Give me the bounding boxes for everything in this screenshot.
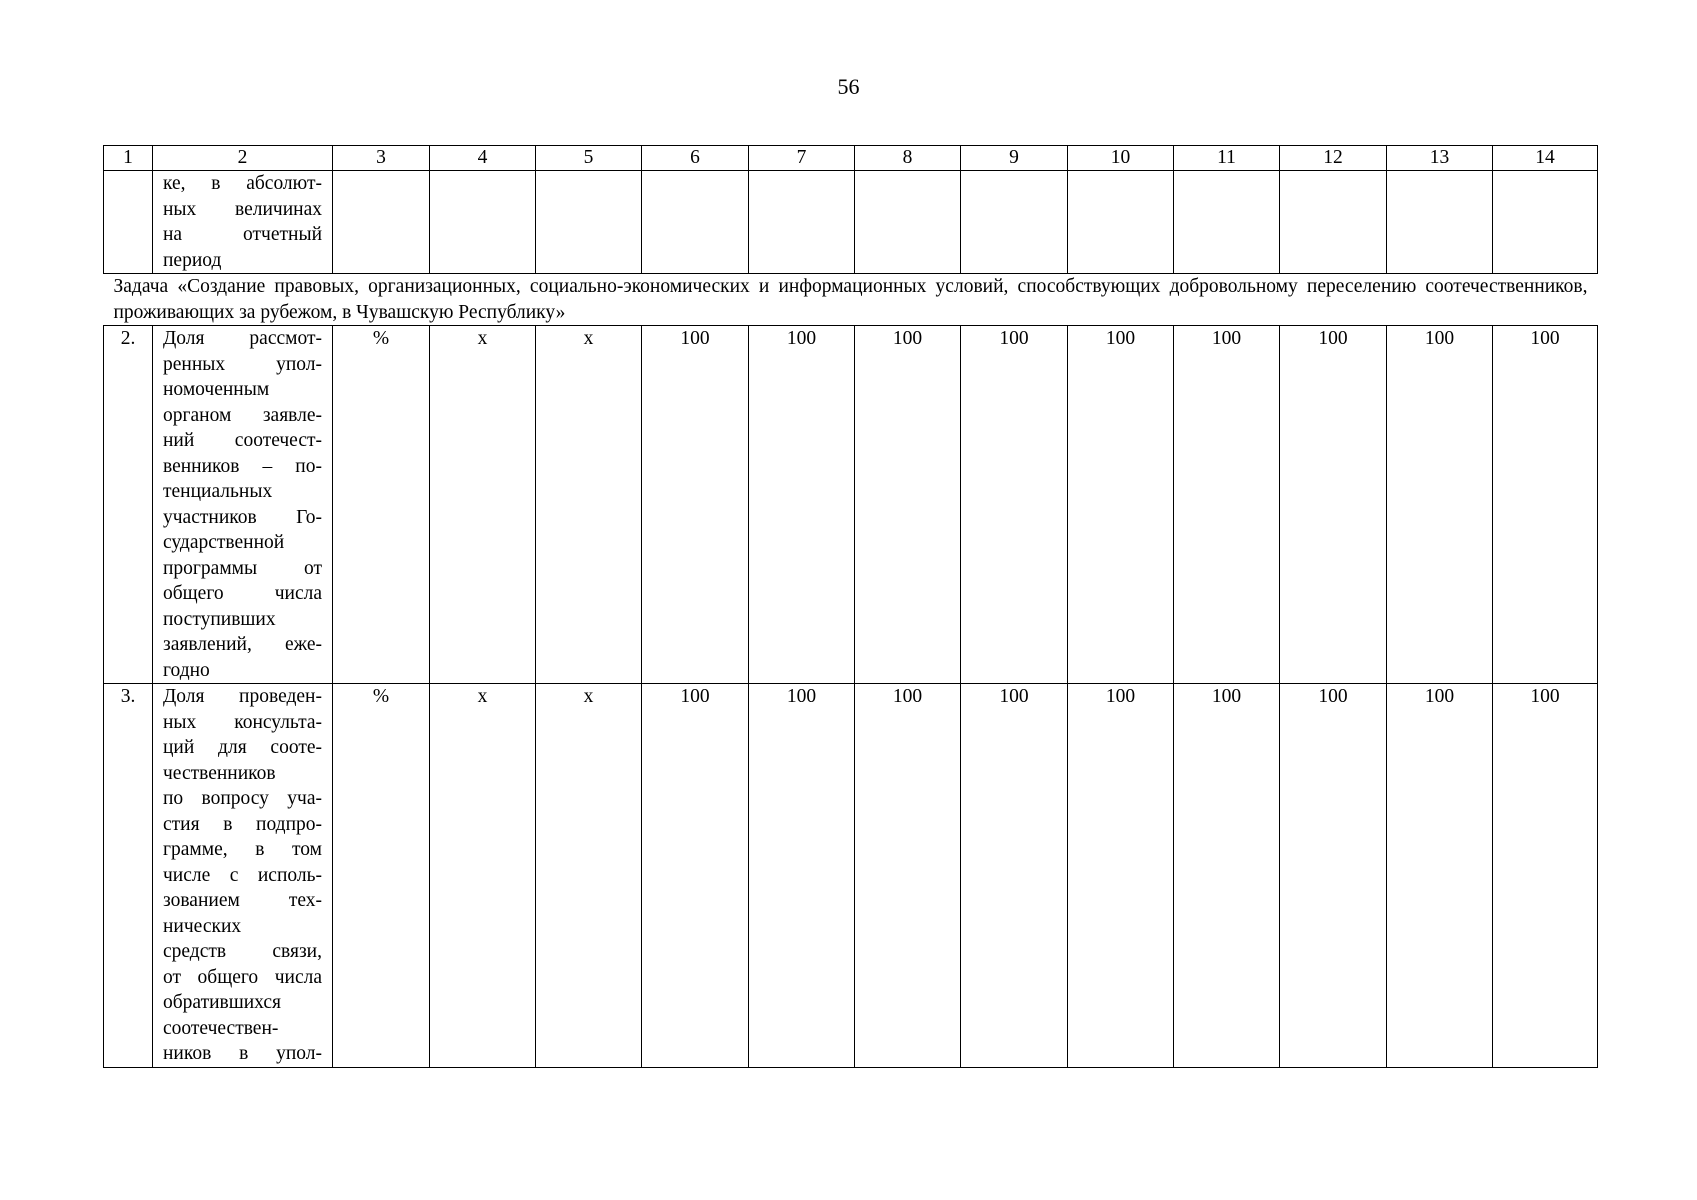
indicator-name-line: годно <box>163 659 210 681</box>
task-heading: Задача «Создание правовых, организационных, социально-экономических и информационных условий, способствующих добровольному переселению соотечественников, проживающих за рубежом, в Чувашскую Республику» <box>104 274 1598 326</box>
indicator-name-line: органом заявле- <box>163 404 322 426</box>
table-row <box>104 326 1598 684</box>
value-cell: 100 <box>1280 684 1387 1068</box>
value-cell: 100 <box>1174 684 1280 1068</box>
column-number: 1 <box>104 146 153 171</box>
indicator-name-line: ных величинах <box>163 198 322 220</box>
value-cell: x <box>536 326 642 684</box>
column-number: 14 <box>1493 146 1598 171</box>
indicator-name-cell <box>153 171 333 274</box>
table-row <box>104 684 1598 1068</box>
indicator-name-line: ренных упол- <box>163 353 322 375</box>
indicator-name-line: зованием тех- <box>163 890 322 911</box>
indicator-name-line: программы от <box>163 557 322 579</box>
continuation-row <box>104 171 1598 274</box>
column-number: 11 <box>1174 146 1280 171</box>
indicator-name-line: нических <box>163 915 242 937</box>
indicator-name-line: Доля рассмот- <box>163 328 322 349</box>
empty-cell <box>1174 171 1280 274</box>
empty-cell <box>961 171 1068 274</box>
indicator-name-line: номоченным <box>163 379 270 400</box>
empty-cell <box>333 171 430 274</box>
column-number-row <box>104 146 1598 171</box>
value-cell: 100 <box>1387 326 1493 684</box>
value-cell: 100 <box>961 684 1068 1068</box>
indicator-name-line: ний соотечест- <box>163 430 322 451</box>
indicator-name-line: по вопросу уча- <box>163 788 322 809</box>
task-row <box>104 274 1598 326</box>
unit-cell: % <box>333 684 430 1068</box>
value-cell: 100 <box>855 326 961 684</box>
value-cell: 100 <box>961 326 1068 684</box>
value-cell: x <box>536 684 642 1068</box>
column-number: 7 <box>749 146 855 171</box>
column-number: 13 <box>1387 146 1493 171</box>
empty-cell <box>1280 171 1387 274</box>
row-number-cell <box>104 171 153 274</box>
indicator-name-line: числе с исполь- <box>163 864 322 886</box>
column-number: 4 <box>430 146 536 171</box>
row-number: 2. <box>104 326 153 684</box>
column-number: 12 <box>1280 146 1387 171</box>
indicator-name-line: ке, в абсолют- <box>163 173 322 194</box>
empty-cell <box>1387 171 1493 274</box>
indicator-name-line: поступивших <box>163 608 276 630</box>
value-cell: 100 <box>1174 326 1280 684</box>
indicator-name-line: стия в подпро- <box>163 813 322 835</box>
page-number: 56 <box>837 74 860 99</box>
value-cell: 100 <box>1280 326 1387 684</box>
indicator-name-line: чественников <box>163 762 276 784</box>
indicator-name-line: период <box>163 249 222 271</box>
value-cell: 100 <box>1493 326 1598 684</box>
value-cell: x <box>430 684 536 1068</box>
indicator-name-line: общего числа <box>163 583 322 604</box>
indicator-name-line: на отчетный <box>163 224 322 245</box>
column-number: 10 <box>1068 146 1174 171</box>
indicator-name-line: венников – по- <box>163 455 322 477</box>
indicator-name-line: обратившихся <box>163 992 281 1013</box>
column-number: 6 <box>642 146 749 171</box>
indicator-name-line: тенциальных <box>163 481 273 502</box>
column-number: 3 <box>333 146 430 171</box>
indicator-name-line: средств связи, <box>163 941 322 962</box>
value-cell: 100 <box>1387 684 1493 1068</box>
indicator-name-line: от общего числа <box>163 966 322 988</box>
column-number: 5 <box>536 146 642 171</box>
indicator-name-cell <box>153 684 333 1068</box>
indicator-name-line: ников в упол- <box>163 1043 322 1064</box>
indicators-table <box>103 145 1598 1068</box>
indicator-name-line: участников Го- <box>163 506 322 528</box>
column-number: 9 <box>961 146 1068 171</box>
empty-cell <box>1068 171 1174 274</box>
row-number: 3. <box>104 684 153 1068</box>
indicator-name-line: Доля проведен- <box>163 686 322 707</box>
empty-cell <box>749 171 855 274</box>
value-cell: 100 <box>749 684 855 1068</box>
indicator-name-line: ций для сооте- <box>163 737 322 758</box>
indicator-name-line: сударственной <box>163 532 285 553</box>
empty-cell <box>1493 171 1598 274</box>
value-cell: 100 <box>642 684 749 1068</box>
value-cell: 100 <box>1493 684 1598 1068</box>
indicator-name-line: ных консульта- <box>163 711 322 733</box>
value-cell: 100 <box>1068 326 1174 684</box>
value-cell: 100 <box>1068 684 1174 1068</box>
indicator-name-cell <box>153 326 333 684</box>
indicator-name-line: заявлений, еже- <box>163 634 322 655</box>
column-number: 2 <box>153 146 333 171</box>
indicator-name-line: соотечествен- <box>163 1017 279 1039</box>
column-number: 8 <box>855 146 961 171</box>
unit-cell: % <box>333 326 430 684</box>
value-cell: 100 <box>855 684 961 1068</box>
value-cell: 100 <box>749 326 855 684</box>
empty-cell <box>855 171 961 274</box>
empty-cell <box>536 171 642 274</box>
empty-cell <box>642 171 749 274</box>
value-cell: 100 <box>642 326 749 684</box>
value-cell: x <box>430 326 536 684</box>
indicator-name-line: грамме, в том <box>163 839 322 860</box>
empty-cell <box>430 171 536 274</box>
